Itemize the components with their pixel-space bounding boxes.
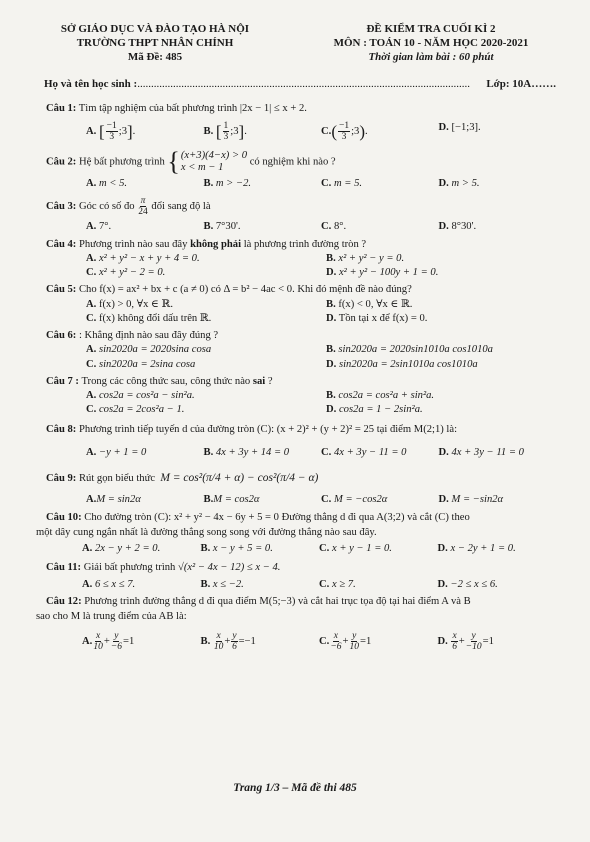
question-6 [36,329,556,371]
q4-emphasis: không phải [190,238,242,250]
name-blank: ......................................................................................................................... [137,78,470,90]
q3-number: Câu 3: [46,201,77,213]
q2-option-c: C. m = 5. [321,178,363,190]
q12-text-continued: sao cho M là trung điểm của AB là: [36,611,187,622]
q7-number: Câu 7 : [46,375,79,387]
q5-options [86,298,556,325]
question-1 [36,102,556,142]
question-8 [36,423,556,459]
q12-option-b: B. $\frac{x}{10}$ + $\frac{y}{6}$ =−1 [200,631,256,653]
q10-option-c: C. x + y − 1 = 0. [319,543,392,555]
q12-text: Phương trình đường thẳng d đi qua điểm M(5;−3) và cắt hai trục tọa độ tại hai điểm A và B [84,595,471,607]
exam-subject: MÔN : TOÁN 10 - NĂM HỌC 2020-2021 [333,37,529,49]
q2-number: Câu 2: [46,156,77,168]
q5-option-b: B. f(x) < 0, ∀x ∈ ℝ. [326,298,413,310]
q2-line2: x < m − 1 [180,162,224,174]
q10-text: Cho đường tròn (C): x² + y² − 4x − 6y + 5 = 0 Đường thẳng d đi qua A(3;2) và cắt (C) theo [84,511,470,523]
q4-option-d: D. x² + y² − 100y + 1 = 0. [326,267,439,279]
q7-emphasis: sai [252,375,266,387]
q2-option-d: D. m > 5. [438,178,480,190]
q4-number: Câu 4: [46,238,77,250]
q2-options [86,177,556,190]
q3-options [86,220,556,233]
q1-number: Câu 1: [46,102,77,114]
q11-option-b: B. x ≤ −2. [200,578,244,590]
student-info [44,78,556,92]
q1-option-a: A. [ $\frac{-1}{3}$ ;3]. [86,121,136,143]
q6-option-c: C. sin2020a = 2sina cosa [86,358,196,370]
q5-option-c: C. f(x) không đổi dấu trên ℝ. [86,312,212,324]
q11-option-a: A. 6 ≤ x ≤ 7. [82,578,136,590]
q3-option-d: D. 8°30'. [438,221,477,233]
q5-option-a: A. f(x) > 0, ∀x ∈ ℝ. [86,298,173,310]
q11-pre: Giải bất phương trình [83,562,176,574]
q2-line1: (x+3)(4−x) > 0 [180,150,248,162]
q11-number: Câu 11: [46,562,82,574]
q9-expression: M = cos²(π/4 + α) − cos²(π/4 − α) [160,471,319,484]
q4-options [86,252,556,279]
q8-options [86,446,556,459]
exam-title: ĐỀ KIỂM TRA CUỐI KÌ 2 [366,23,496,35]
exam-time: Thời gian làm bài : 60 phút [368,51,494,63]
q2-system: { (x+3)(4−x) > 0 x < m − 1 [167,147,248,177]
q5-number: Câu 5: [46,284,77,296]
q11-options [82,578,556,591]
q3-pre: Góc có số đo [78,201,135,213]
q1-option-d: D. [−1;3]. [438,121,481,133]
header-left [40,22,270,64]
page-footer: Trang 1/3 – Mã đề thi 485 [233,782,357,794]
q8-option-c: C. 4x + 3y − 11 = 0 [321,446,407,458]
q10-number: Câu 10: [46,511,82,523]
q4-option-b: B. x² + y² − y = 0. [326,252,405,264]
q12-option-a: A. $\frac{x}{10}$ + $\frac{y}{-6}$ =1 [82,631,135,653]
q2-pre: Hệ bất phương trình [78,156,165,168]
q4-post: là phương trình đường tròn ? [243,238,367,250]
q1-text: Tìm tập nghiệm của bất phương trình |2x − 1| ≤ x + 2. [78,102,307,114]
q4-pre: Phương trình nào sau đây [78,238,188,250]
question-10 [36,511,556,556]
q4-option-c: C. x² + y² − 2 = 0. [86,267,166,279]
q6-option-d: D. sin2020a = 2sin1010a cos1010a [326,358,478,370]
q6-options [86,343,556,370]
q7-option-c: C. cos2a = 2cos²a − 1. [86,404,185,416]
header-right [306,22,556,64]
q9-option-c: C. M = −cos2α [321,494,388,506]
q9-pre: Rút gọn biểu thức [78,472,156,484]
q7-post: ? [267,375,273,387]
q9-option-d: D. M = −sin2α [438,494,504,506]
q1-option-c: C.( $\frac{-1}{3}$ ;3). [321,121,368,143]
q3-option-a: A. 7°. [86,221,112,233]
q7-option-b: B. cos2a = cos²a + sin²a. [326,390,435,402]
school-name: TRƯỜNG THPT NHÂN CHÍNH [76,37,234,49]
q3-post: đổi sang độ là [151,201,211,213]
q10-option-d: D. x − 2y + 1 = 0. [437,543,516,555]
q8-text: Phương trình tiếp tuyến d của đường tròn (C): (x + 2)² + (y + 2)² = 25 tại điểm M(2;1) là: [78,423,458,435]
q3-option-c: C. 8°. [321,221,347,233]
q6-option-b: B. sin2020a = 2020sin1010a cos1010a [326,344,493,356]
q5-option-d: D. Tồn tại x để f(x) = 0. [326,312,428,324]
q10-text-continued: một dây cung ngắn nhất là đường thẳng song song với đường thẳng nào sau đây. [36,526,377,538]
q2-option-b: B. m > −2. [203,178,252,190]
q12-options [82,631,556,652]
q2-post: có nghiệm khi nào ? [249,156,336,168]
q11-option-c: C. x ≥ 7. [319,578,356,590]
student-name-label: Họ và tên học sinh : [44,78,138,90]
q11-expression: √(x² − 4x − 12) ≤ x − 4. [178,562,281,574]
q7-option-a: A. cos2a = cos²a − sin²a. [86,390,195,402]
question-5 [36,283,556,325]
q9-number: Câu 9: [46,472,77,484]
question-3 [36,196,556,233]
q7-option-d: D. cos2a = 1 − 2sin²a. [326,404,423,416]
q4-option-a: A. x² + y² − x + y + 4 = 0. [86,252,200,264]
question-7 [36,375,556,417]
q3-fraction: $\frac{\pi}{24}$ [138,196,148,218]
student-class-label: Lớp: 10A……. [486,78,556,90]
q8-option-b: B. 4x + 3y + 14 = 0 [203,446,290,458]
q12-option-d: D. $\frac{x}{6}$ + $\frac{y}{-10}$ =1 [437,631,494,653]
q10-options [82,542,556,555]
q11-option-d: D. −2 ≤ x ≤ 6. [437,578,498,590]
q9-options [86,493,556,506]
q3-option-b: B. 7°30'. [203,221,241,233]
q7-pre: Trong các công thức sau, công thức nào [81,375,251,387]
q8-number: Câu 8: [46,423,77,435]
q5-text: Cho f(x) = ax² + bx + c (a ≠ 0) có Δ = b² − 4ac < 0. Khi đó mệnh đề nào đúng? [78,284,412,296]
q8-option-d: D. 4x + 3y − 11 = 0 [438,446,524,458]
q2-option-a: A. m < 5. [86,178,128,190]
q12-number: Câu 12: [46,595,82,607]
question-12 [36,595,556,652]
q10-option-a: A. 2x − y + 2 = 0. [82,543,161,555]
question-9 [36,471,556,507]
q6-number: Câu 6: [46,330,77,342]
q8-option-a: A. −y + 1 = 0 [86,446,147,458]
dept-name: SỞ GIÁO DỤC VÀ ĐÀO TẠO HÀ NỘI [60,23,250,35]
q10-option-b: B. x − y + 5 = 0. [200,543,273,555]
q6-option-a: A. sin2020a = 2020sina cosa [86,344,212,356]
question-2 [36,147,556,190]
q6-text: : Khẳng định nào sau đây đúng ? [78,330,219,342]
q9-option-b: B.M = cos2α [203,494,260,506]
q9-option-a: A.M = sin2α [86,494,141,506]
q7-options [86,389,556,416]
q1-option-b: B. [ $\frac{1}{3}$ ;3]. [203,121,247,143]
question-11 [36,561,556,590]
exam-header [36,22,556,64]
q1-options [86,121,556,142]
question-4 [36,238,556,280]
exam-code: Mã Đề: 485 [127,51,183,63]
q12-option-c: C. $\frac{x}{-6}$ + $\frac{y}{10}$ =1 [319,631,372,653]
